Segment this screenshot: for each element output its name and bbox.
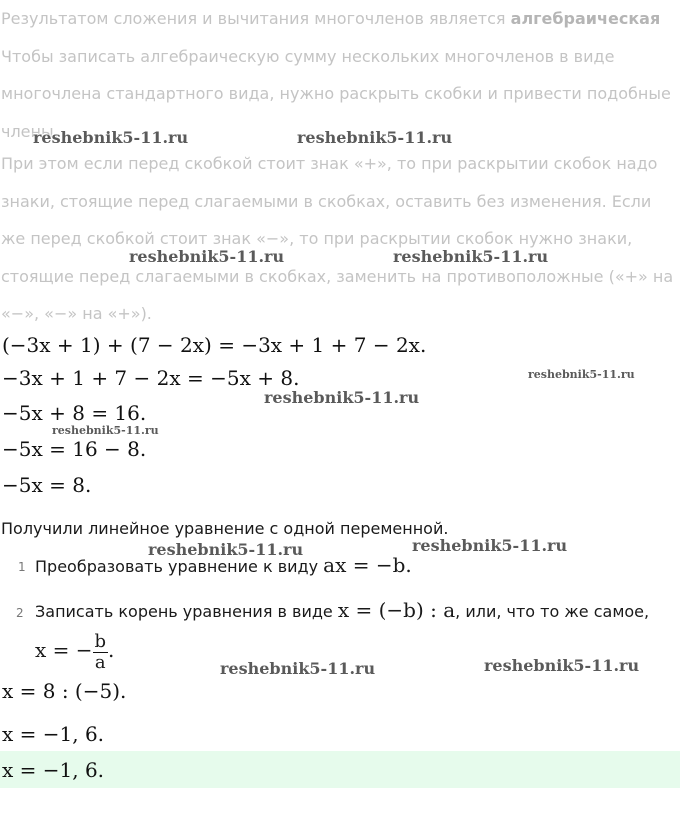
fraction-denominator: a bbox=[94, 652, 106, 673]
watermark: reshebnik5-11.ru bbox=[484, 656, 640, 675]
list-item-2-formula bbox=[35, 628, 114, 674]
intro-para1: Чтобы записать алгебраическую сумму нескольких многочленов в виде многочлена стандартного вида, нужно раскрыть скобки и привести подобные члены. bbox=[1, 46, 671, 141]
watermark: reshebnik5-11.ru bbox=[129, 247, 285, 266]
watermark: reshebnik5-11.ru bbox=[33, 128, 189, 147]
list-number-1: 1 bbox=[18, 560, 26, 574]
step-3: −5x + 8 = 16. bbox=[2, 401, 147, 425]
list-item-1-text: Преобразовать уравнение к виду bbox=[35, 557, 324, 576]
list-item-2-text-b: , или, что то же самое, bbox=[455, 602, 650, 621]
step-4: −5x = 16 − 8. bbox=[2, 437, 147, 461]
list-item-2-text-a: Записать корень уравнения в виде bbox=[35, 602, 338, 621]
formula-fraction bbox=[93, 632, 109, 673]
intro-line1: Результатом сложения и вычитания многочленов является bbox=[1, 9, 511, 28]
answer-text: x = −1, 6. bbox=[2, 758, 105, 782]
list-item-2 bbox=[35, 599, 649, 623]
list-number-2: 2 bbox=[16, 606, 24, 620]
list-item-2-math: x = (−b) : a bbox=[337, 598, 456, 622]
step-2: −3x + 1 + 7 − 2x = −5x + 8. bbox=[2, 366, 300, 390]
linear-heading: Получили линейное уравнение с одной переменной. bbox=[1, 519, 449, 538]
watermark: reshebnik5-11.ru bbox=[393, 247, 549, 266]
watermark: reshebnik5-11.ru bbox=[297, 128, 453, 147]
formula-lhs: x = − bbox=[35, 638, 93, 662]
watermark: reshebnik5-11.ru bbox=[220, 659, 376, 678]
formula-end: . bbox=[108, 638, 115, 662]
step-1: (−3x + 1) + (7 − 2x) = −3x + 1 + 7 − 2x. bbox=[2, 333, 427, 357]
step-5: −5x = 8. bbox=[2, 473, 92, 497]
watermark: reshebnik5-11.ru bbox=[148, 540, 304, 559]
solution-2: x = −1, 6. bbox=[2, 722, 105, 746]
intro-paragraph-2: При этом если перед скобкой стоит знак «+», то при раскрытии скобок надо знаки, стоящие перед слагаемыми в скобках, оставить без изменения. Если же перед скобкой стоит знак «−», то при раскрытии скобок нужно знаки, стоящие перед слагаемыми в скобках, заменить на противоположные («+» на «−», «−» на «+»). bbox=[1, 154, 674, 323]
solution-1: x = 8 : (−5). bbox=[2, 679, 127, 703]
fraction-numerator: b bbox=[94, 631, 107, 652]
watermark: reshebnik5-11.ru bbox=[52, 424, 159, 437]
watermark: reshebnik5-11.ru bbox=[528, 368, 635, 381]
list-item-1-math: ax = −b. bbox=[323, 553, 412, 577]
watermark: reshebnik5-11.ru bbox=[412, 536, 568, 555]
watermark: reshebnik5-11.ru bbox=[264, 388, 420, 407]
intro-line1-bold: алгебраическая bbox=[510, 9, 661, 28]
